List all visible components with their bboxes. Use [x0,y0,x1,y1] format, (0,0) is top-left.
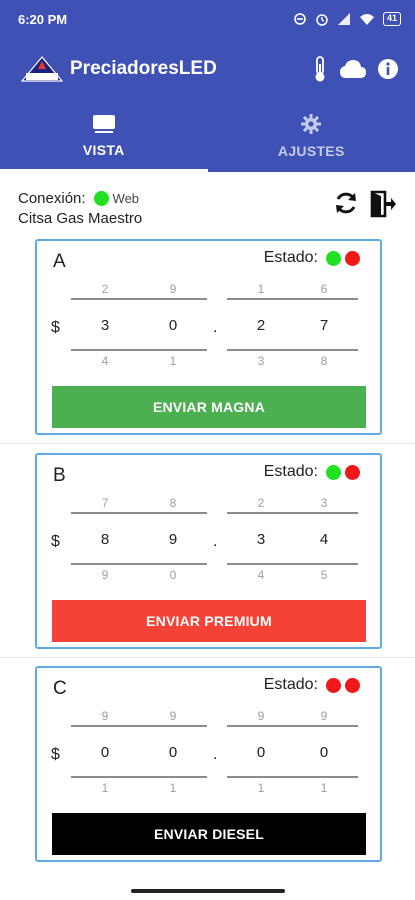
digit-prev: 9 [257,709,265,723]
enviar-magna-button[interactable]: ENVIAR MAGNA [52,386,366,428]
battery-icon: 41 [383,12,401,26]
alarm-icon [315,12,329,26]
digit-current: 9 [168,531,178,548]
connection-status-dot [94,191,109,206]
fuel-card-a [35,239,382,435]
tab-vista-label: VISTA [82,142,125,158]
estado-label: Estado: [263,676,318,693]
card-status [264,463,360,481]
card-letter: B [53,465,66,486]
digit-next: 5 [320,568,328,582]
digit-current: 0 [168,744,178,761]
tab-vista[interactable] [0,100,208,172]
enviar-diesel-button[interactable]: ENVIAR DIESEL [52,813,366,855]
digit-prev: 9 [169,709,177,723]
digit-current: 4 [319,531,329,548]
wifi-icon [359,12,375,26]
decimal-separator: . [213,746,218,763]
currency-symbol: $ [51,746,60,763]
estado-label: Estado: [263,463,318,480]
digit-next: 9 [101,568,109,582]
enviar-premium-button[interactable]: ENVIAR PREMIUM [52,600,366,642]
citsa-logo [20,55,64,83]
card-status [264,249,360,267]
currency-symbol: $ [51,533,60,550]
status-time: 6:20 PM [18,11,68,27]
app-bar [0,38,415,100]
status-dot-2 [345,251,360,266]
connection-actions [333,190,397,218]
status-dot-1 [326,678,341,693]
digit-next: 4 [257,568,265,582]
connection-label: Conexión: [18,189,86,207]
digit-next: 1 [101,781,109,795]
estado-label: Estado: [263,249,318,266]
signal-icon [337,12,351,26]
digit-next: 1 [169,781,177,795]
digit-picker[interactable] [139,281,207,373]
tab-ajustes[interactable] [208,100,415,172]
status-bar [0,0,415,38]
price-digits [37,281,380,373]
thermometer-icon[interactable] [311,55,329,83]
status-icons [293,12,401,26]
connection-status-text: Web [112,190,140,206]
digit-picker[interactable] [290,281,358,373]
card-letter: C [53,678,67,699]
digit-prev: 8 [169,496,177,510]
divider [0,657,415,658]
cloud-icon[interactable] [339,58,367,80]
digit-picker[interactable] [290,495,358,587]
digit-prev: 2 [101,282,109,296]
app-title: PreciadoresLED [70,58,217,79]
exit-icon[interactable] [369,190,397,218]
digit-picker[interactable] [139,708,207,800]
digit-current: 0 [100,744,110,761]
digit-picker[interactable] [227,708,295,800]
monitor-icon [92,114,116,134]
digit-prev: 6 [320,282,328,296]
price-digits [37,708,380,800]
fuel-card-b [35,453,382,649]
digit-next: 0 [169,568,177,582]
do-not-disturb-icon [293,12,307,26]
decimal-separator: . [213,319,218,336]
divider [0,443,415,444]
connection-info [18,188,142,227]
digit-next: 1 [257,781,265,795]
status-dot-1 [326,465,341,480]
status-dot-2 [345,678,360,693]
digit-next: 8 [320,354,328,368]
digit-next: 3 [257,354,265,368]
tab-bar [0,100,415,172]
refresh-icon[interactable] [333,190,359,216]
digit-current: 2 [256,317,266,334]
card-letter: A [53,251,66,272]
digit-prev: 1 [257,282,265,296]
digit-picker[interactable] [227,281,295,373]
digit-current: 0 [319,744,329,761]
digit-picker[interactable] [71,495,139,587]
digit-current: 7 [319,317,329,334]
digit-prev: 9 [169,282,177,296]
status-dot-1 [326,251,341,266]
digit-next: 1 [169,354,177,368]
digit-picker[interactable] [290,708,358,800]
currency-symbol: $ [51,319,60,336]
gear-icon [300,113,322,135]
digit-picker[interactable] [71,281,139,373]
card-status [264,676,360,694]
fuel-card-c [35,666,382,862]
tab-ajustes-label: AJUSTES [277,143,345,159]
digit-current: 8 [100,531,110,548]
digit-prev: 9 [101,709,109,723]
digit-current: 3 [256,531,266,548]
digit-next: 4 [101,354,109,368]
digit-picker[interactable] [71,708,139,800]
status-dot-2 [345,465,360,480]
digit-picker[interactable] [227,495,295,587]
price-digits [37,495,380,587]
info-icon[interactable] [377,58,399,80]
decimal-separator: . [213,533,218,550]
digit-current: 3 [100,317,110,334]
digit-prev: 3 [320,496,328,510]
digit-prev: 9 [320,709,328,723]
digit-prev: 2 [257,496,265,510]
gesture-nav-bar[interactable] [131,889,285,893]
station-name: Citsa Gas Maestro [18,210,143,227]
digit-next: 1 [320,781,328,795]
digit-current: 0 [256,744,266,761]
digit-picker[interactable] [139,495,207,587]
digit-current: 0 [168,317,178,334]
digit-prev: 7 [101,496,109,510]
